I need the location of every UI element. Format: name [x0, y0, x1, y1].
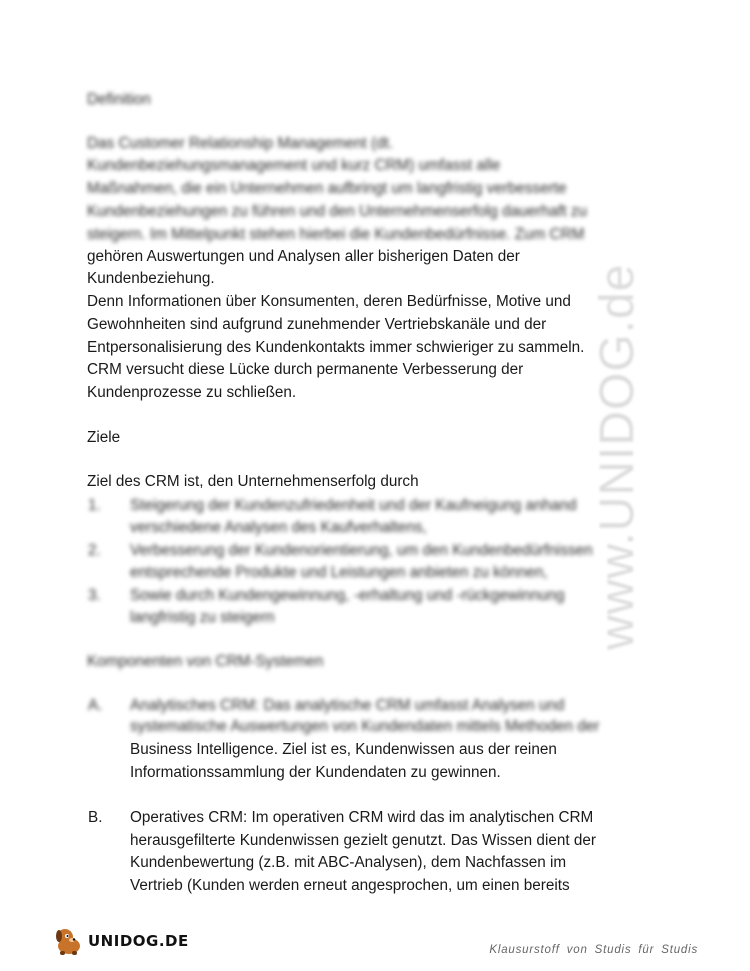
definition-line: Entpersonalisierung des Kundenkontakts immer schwieriger zu sammeln.	[87, 339, 585, 356]
dog-icon	[52, 926, 86, 956]
list-item: Steigerung der Kundenzufriedenheit und der Kaufneigung anhand	[130, 497, 577, 514]
definition-blurred-line: Kundenbeziehungen zu führen und den Unternehmenserfolg dauerhaft zu	[87, 203, 588, 220]
list-item: Kundenbewertung (z.B. mit ABC-Analysen), dem Nachfassen im	[130, 854, 567, 871]
definition-line: Denn Informationen über Konsumenten, deren Bedürfnisse, Motive und	[87, 293, 571, 310]
ziele-intro: Ziel des CRM ist, den Unternehmenserfolg durch	[87, 473, 419, 490]
logo-text: UNIDOG.DE	[88, 932, 189, 950]
unidog-logo	[52, 926, 189, 956]
definition-blurred-line: Das Customer Relationship Management (dt.	[87, 135, 394, 152]
list-item: systematische Auswertungen von Kundendaten mittels Methoden der	[130, 718, 600, 735]
definition-blurred-line: Kundenbeziehungsmanagement und kurz CRM) umfasst alle	[87, 157, 501, 174]
watermark-text: www.UNIDOG.de	[591, 263, 644, 650]
footer-tagline: Klausurstoff von Studis für Studis	[489, 944, 698, 956]
list-item: Vertrieb (Kunden werden erneut angesprochen, um einen bereits	[130, 877, 570, 894]
heading-definition: Definition	[87, 91, 151, 108]
list-item: verschiedene Analysen des Kaufverhaltens,	[130, 519, 427, 536]
list-item: Informationssammlung der Kundendaten zu gewinnen.	[130, 764, 501, 781]
definition-blurred-line: steigern. Im Mittelpunkt stehen hierbei die Kundenbedürfnisse. Zum CRM	[87, 226, 585, 243]
definition-line: Kundenbeziehung.	[87, 270, 215, 287]
heading-komponenten: Komponenten von CRM-Systemen	[87, 653, 324, 670]
list-item: Verbesserung der Kundenorientierung, um den Kundenbedürfnissen	[130, 542, 593, 559]
list-item: Sowie durch Kundengewinnung, -erhaltung und -rückgewinnung	[130, 587, 565, 604]
list-item: langfristig zu steigern	[130, 609, 275, 626]
list-item: Business Intelligence. Ziel ist es, Kundenwissen aus der reinen	[130, 741, 557, 758]
list-item: Operatives CRM: Im operativen CRM wird das im analytischen CRM	[130, 809, 594, 826]
list-marker: 2.	[88, 542, 101, 559]
list-item: Analytisches CRM: Das analytische CRM umfasst Analysen und	[130, 697, 565, 714]
definition-line: Gewohnheiten sind aufgrund zunehmender Vertriebskanäle und der	[87, 316, 547, 333]
list-marker: 3.	[88, 587, 101, 604]
definition-line: gehören Auswertungen und Analysen aller bisherigen Daten der	[87, 248, 520, 265]
list-item: entsprechende Produkte und Leistungen anbieten zu können,	[130, 564, 548, 581]
definition-line: CRM versucht diese Lücke durch permanente Verbesserung der	[87, 361, 524, 378]
heading-ziele: Ziele	[87, 429, 121, 446]
definition-line: Kundenprozesse zu schließen.	[87, 384, 297, 401]
definition-blurred-line: Maßnahmen, die ein Unternehmen aufbringt um langfristig verbesserte	[87, 180, 567, 197]
list-marker: B.	[88, 809, 103, 826]
list-item: herausgefilterte Kundenwissen gezielt genutzt. Das Wissen dient der	[130, 832, 596, 849]
list-marker: A.	[88, 697, 103, 714]
list-marker: 1.	[88, 497, 101, 514]
